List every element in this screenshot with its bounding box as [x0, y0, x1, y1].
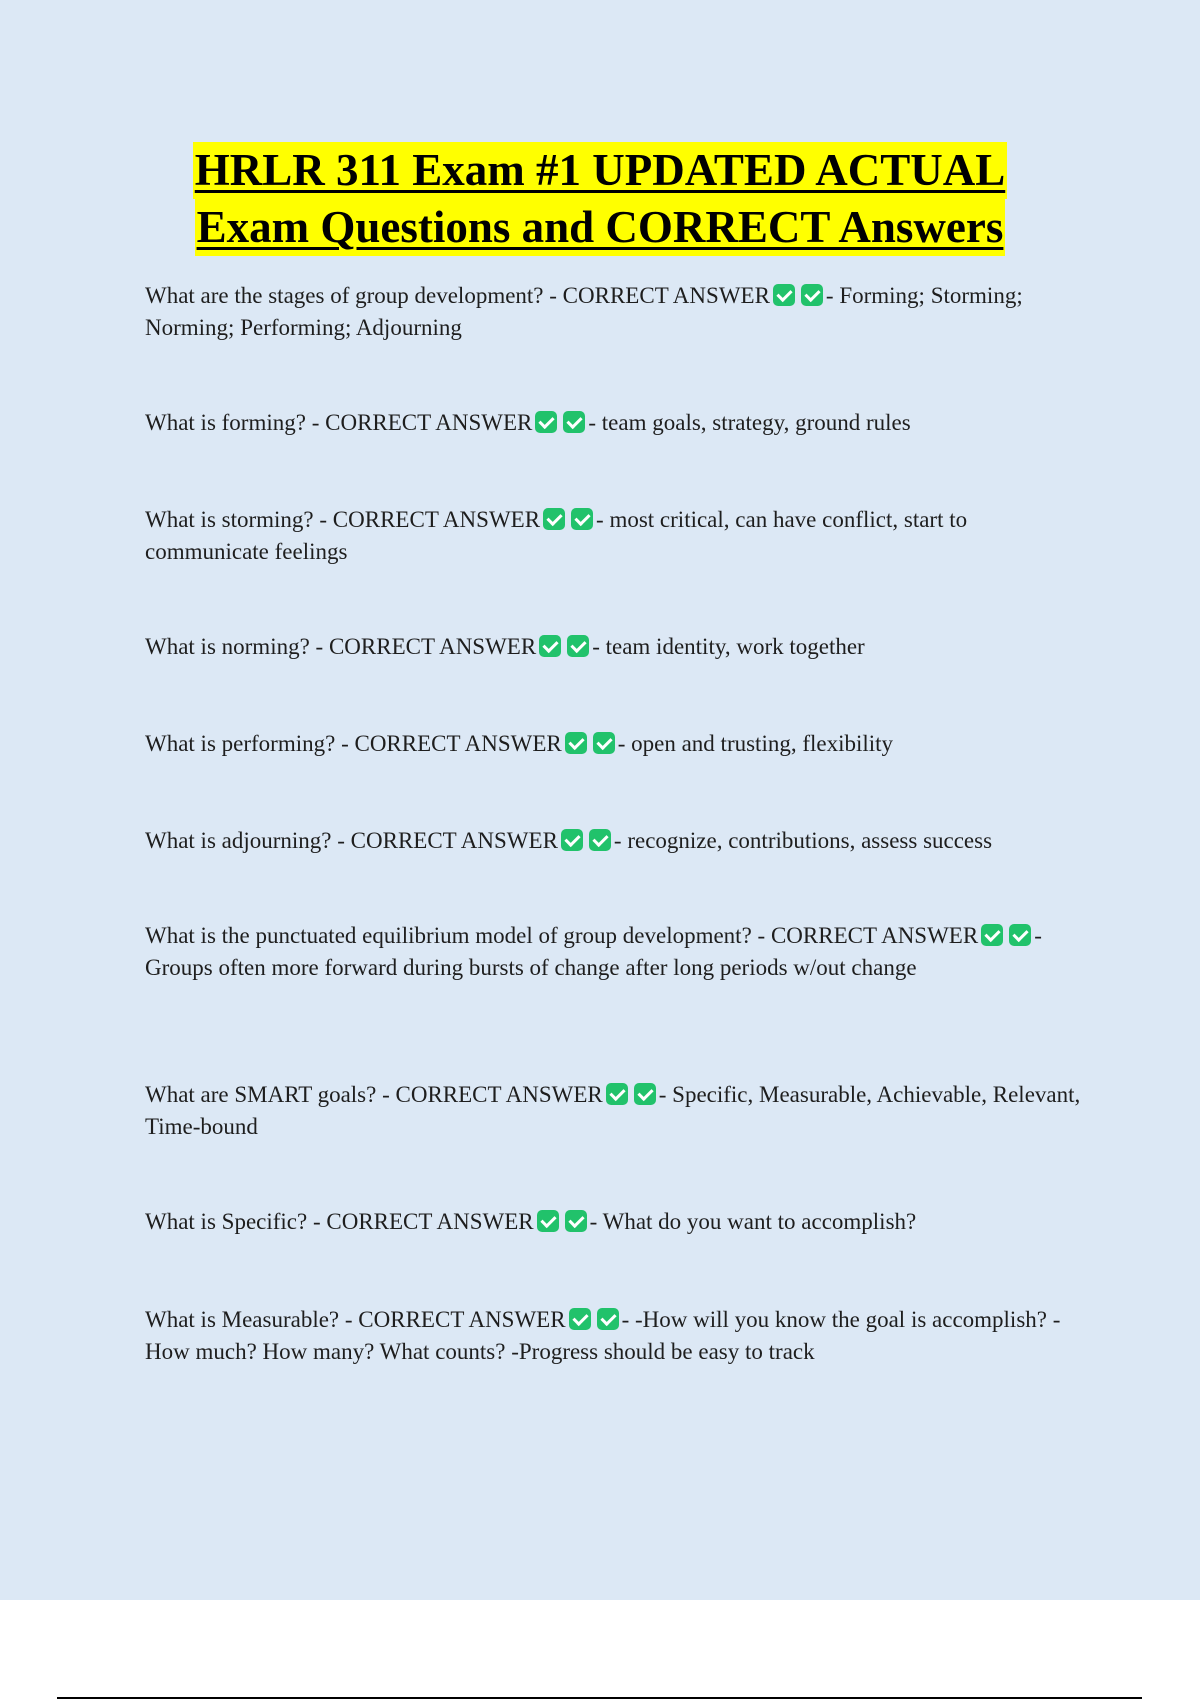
question-text: What is Specific? - CORRECT ANSWER: [145, 1209, 534, 1234]
check-mark-icon: [571, 508, 593, 530]
page-title: [0, 142, 1200, 256]
qa-item: [145, 1206, 1085, 1238]
answer-text: - -How will you know the goal is accomplish? -How much? How many? What counts? -Progress should be easy to track: [145, 1307, 1061, 1364]
answer-text: - open and trusting, flexibility: [617, 731, 894, 756]
question-text: What is adjourning? - CORRECT ANSWER: [145, 828, 558, 853]
question-text: What are SMART goals? - CORRECT ANSWER: [145, 1082, 603, 1107]
check-mark-icon: [1009, 924, 1031, 946]
check-mark-icon: [597, 1308, 619, 1330]
check-mark-icon: [569, 1308, 591, 1330]
check-mark-icon: [543, 508, 565, 530]
answer-text: - team goals, strategy, ground rules: [588, 410, 911, 435]
check-mark-icon: [567, 635, 589, 657]
check-mark-icon: [634, 1083, 656, 1105]
answer-text: - Forming; Storming; Norming; Performing; Adjourning: [145, 283, 1023, 340]
answer-text: - What do you want to accomplish?: [589, 1209, 917, 1234]
check-mark-icon: [539, 635, 561, 657]
question-text: What is storming? - CORRECT ANSWER: [145, 507, 541, 532]
check-mark-icon: [773, 284, 795, 306]
answer-text: - team identity, work together: [592, 634, 865, 659]
qa-item: [145, 825, 1085, 857]
title-line-2: Exam Questions and CORRECT Answers: [195, 199, 1006, 256]
qa-item: [145, 920, 1085, 984]
check-mark-icon: [801, 284, 823, 306]
check-mark-icon: [561, 829, 583, 851]
title-line-1: HRLR 311 Exam #1 UPDATED ACTUAL: [193, 142, 1007, 199]
answer-text: - Specific, Measurable, Achievable, Relevant, Time-bound: [145, 1082, 1081, 1139]
check-mark-icon: [606, 1083, 628, 1105]
check-mark-icon: [537, 1210, 559, 1232]
qa-item: [145, 280, 1085, 344]
question-text: What is norming? - CORRECT ANSWER: [145, 634, 537, 659]
check-mark-icon: [565, 1210, 587, 1232]
check-mark-icon: [563, 411, 585, 433]
question-text: What are the stages of group development? - CORRECT ANSWER: [145, 283, 770, 308]
qa-item: [145, 631, 1085, 663]
qa-item: [145, 1079, 1085, 1143]
question-text: What is the punctuated equilibrium model of group development? - CORRECT ANSWER: [145, 923, 979, 948]
qa-item: [145, 728, 1085, 760]
footer-divider: [57, 1697, 1142, 1699]
question-text: What is forming? - CORRECT ANSWER: [145, 410, 533, 435]
answer-text: - recognize, contributions, assess success: [613, 828, 993, 853]
question-text: What is Measurable? - CORRECT ANSWER: [145, 1307, 566, 1332]
check-mark-icon: [589, 829, 611, 851]
qa-item: [145, 407, 1085, 439]
check-mark-icon: [593, 732, 615, 754]
qa-item: [145, 1304, 1085, 1368]
check-mark-icon: [535, 411, 557, 433]
qa-item: [145, 504, 1085, 568]
answer-text: - most critical, can have conflict, start to communicate feelings: [145, 507, 968, 564]
answer-text: - Groups often more forward during bursts of change after long periods w/out change: [145, 923, 1042, 980]
question-text: What is performing? - CORRECT ANSWER: [145, 731, 562, 756]
check-mark-icon: [565, 732, 587, 754]
check-mark-icon: [981, 924, 1003, 946]
